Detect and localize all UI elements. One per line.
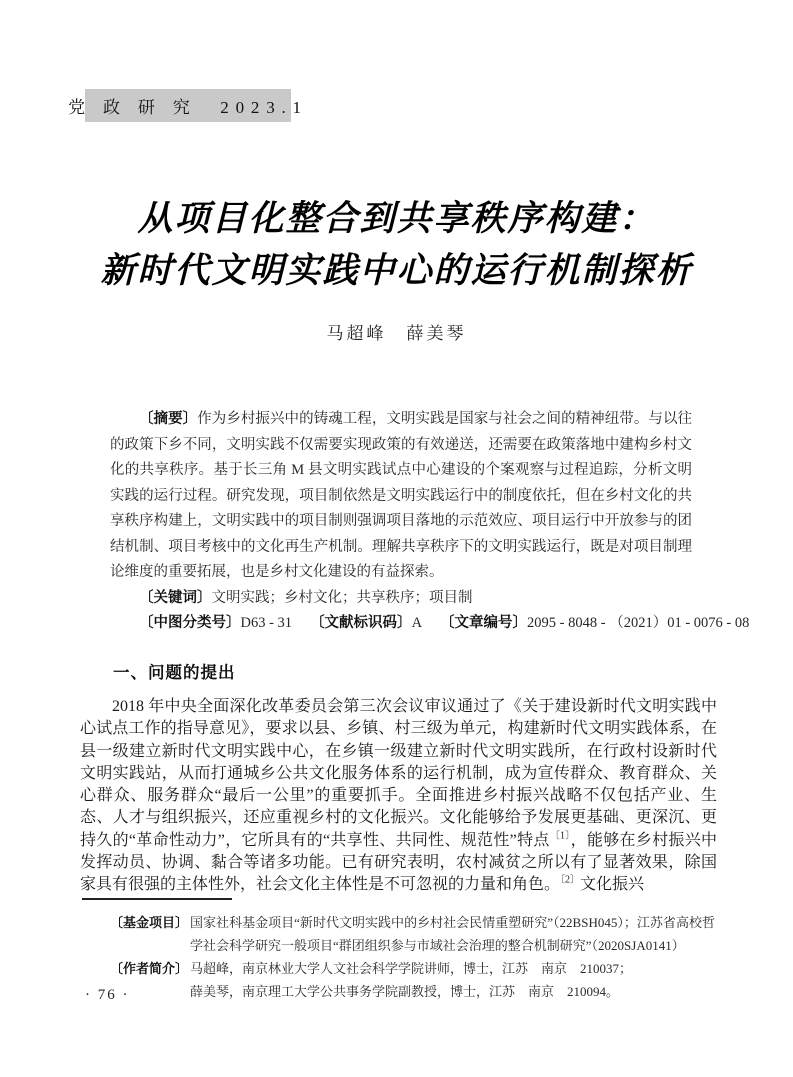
doc-code-label: 〔文献标识码〕 [310, 615, 412, 631]
body-segment-2: ，能够在乡村振兴中发挥动员、协调、黏合等诸多功能。已有研究表明，农村减贫之所以有了显著效果，除国家具有很强的主体性外，社会文化主体性是不可忽视的力量和角色。 [80, 831, 717, 894]
body-segment-1: 2018 年中央全面深化改革委员会第三次会议审议通过了《关于建设新时代文明实践中心试点工作的指导意见》，要求以县、乡镇、村三级为单元，构建新时代文明实践体系，在县一级建立新时代文明实践中心，在乡镇一级建立新时代文明实践所，在行政村设新时代文明实践站，从而打通城乡公共文化服务体系的运行机制，成为宣传群众、教育群众、关心群众、服务群众“最后一公里”的重要抓手。全面推进乡村振兴战略不仅包括产业、生态、人才与组织振兴，还应重视乡村的文化振兴。文化能够给予发展更基础、更深沉、更持久的“革命性动力”，它所具有的“共享性、共同性、规范性”特点 [80, 698, 717, 849]
fund-project-footnote [82, 911, 715, 957]
clc-label: 〔中图分类号〕 [139, 615, 241, 631]
footnote-area [82, 898, 715, 1003]
author-bio-line2: 薛美琴，南京理工大学公共事务学院副教授，博士，江苏 南京 210094。 [190, 984, 620, 999]
article-id-value: 2095 - 8048 - （2021）01 - 0076 - 08 [527, 615, 750, 631]
article-title [0, 193, 793, 297]
abstract-block [110, 407, 750, 637]
journal-header-text: 党 政 研 究 2023.1 [68, 98, 308, 117]
keywords-text: 文明实践；乡村文化；共享秩序；项目制 [211, 589, 473, 606]
authors: 马超峰 薛美琴 [326, 324, 467, 343]
fund-project-label: 〔基金项目〕 [110, 915, 189, 930]
footnote-divider [82, 898, 232, 900]
author-bio-footnote [82, 957, 715, 1003]
footnote-ref-2: 〔2〕 [560, 875, 581, 887]
article-id-label: 〔文章编号〕 [440, 615, 528, 631]
doc-code-value: A [411, 615, 423, 631]
keywords-row [110, 586, 692, 612]
body-paragraph-1 [80, 696, 717, 897]
article-title-line2: 新时代文明实践中心的运行机制探析 [100, 251, 693, 290]
classification-row [110, 611, 750, 637]
section-heading-1: 一、问题的提出 [113, 664, 236, 682]
abstract-text: 作为乡村振兴中的铸魂工程，文明实践是国家与社会之间的精神纽带。与以往的政策下乡不同，文明实践不仅需要实现政策的有效递送，还需要在政策落地中建构乡村文化的共享秩序。基于长三角 M 县文明实践试点中心建设的个案观察与过程追踪，分析文明实践的运行过程。研究发现，项目制依然是文明实践运行中的制度依托，但在乡村文化的共享秩序构建上，文明实践中的项目制则强调项目落地的示范效应、项目运行中开放参与的团结机制、项目考核中的文化再生产机制。理解共享秩序下的文明实践运行，既是对项目制理论维度的重要拓展，也是乡村文化建设的有益探索。 [110, 411, 692, 580]
article-title-line1: 从项目化整合到共享秩序构建： [137, 199, 656, 238]
footnote-ref-1: 〔1〕 [549, 830, 571, 842]
abstract-label: 〔摘要〕 [139, 411, 198, 427]
journal-header-box [68, 89, 308, 122]
author-bio-line1: 马超峰，南京林业大学人文社会科学学院讲师，博士，江苏 南京 210037； [190, 961, 633, 976]
author-bio-text [188, 957, 715, 1003]
clc-value: D63 - 31 [240, 615, 293, 631]
body-segment-3: 文化振兴 [580, 876, 645, 894]
page-number: · 76 · [85, 987, 130, 1003]
fund-project-text: 国家社科基金项目“新时代文明实践中的乡村社会民情重塑研究”（22BSH045）；江苏省高校哲学社会科学研究一般项目“群团组织参与市域社会治理的整合机制研究”（2020SJA0141） [190, 915, 715, 953]
author-bio-label: 〔作者简介〕 [110, 961, 189, 976]
abstract-paragraph [110, 407, 692, 586]
keywords-label: 〔关键词〕 [139, 589, 212, 606]
